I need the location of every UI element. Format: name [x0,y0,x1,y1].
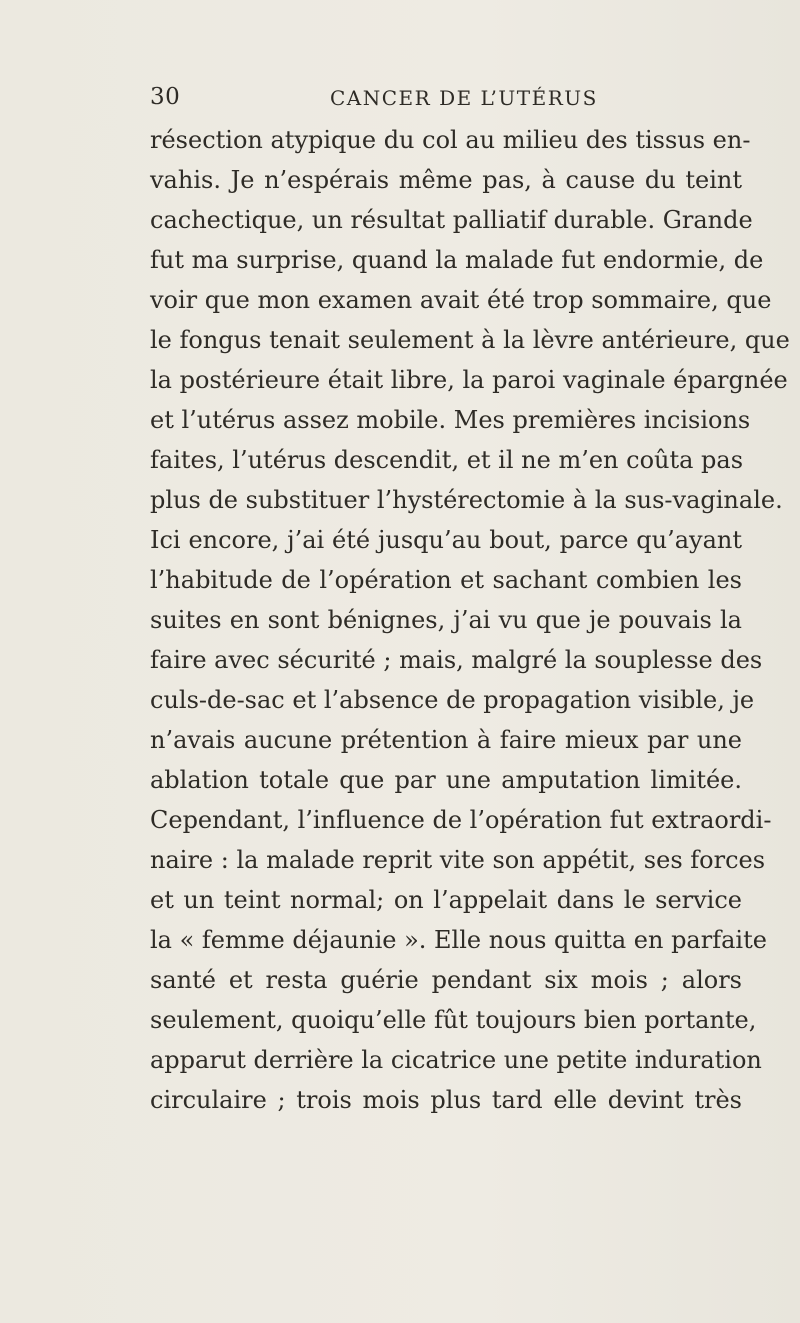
text-line: faites, l’utérus descendit, et il ne m’en coûta pas [150,446,744,474]
text-line: suites en sont bénignes, j’ai vu que je pouvais la [150,606,742,634]
text-line: cachectique, un résultat palliatif durable. Grande [150,206,753,234]
text-line: vahis. Je n’espérais même pas, à cause du teint [150,166,742,194]
text-line: et l’utérus assez mobile. Mes premières incisions [150,406,751,434]
text-line: Cependant, l’influence de l’opération fut extraordi- [150,806,772,834]
page-number: 30 [150,84,181,110]
text-line: la « femme déjaunie ». Elle nous quitta en parfaite [150,926,767,954]
text-line: voir que mon examen avait été trop sommaire, que [150,286,772,314]
text-line: seulement, quoiqu’elle fût toujours bien portante, [150,1006,757,1034]
text-line: naire : la malade reprit vite son appétit, ses forces [150,846,766,874]
text-line: fut ma surprise, quand la malade fut endormie, de [150,246,764,274]
page-header [150,84,750,114]
text-line: Ici encore, j’ai été jusqu’au bout, parce qu’ayant [150,526,742,554]
text-line: ablation totale que par une amputation limitée. [150,766,742,794]
text-line: et un teint normal; on l’appelait dans le service [150,886,742,914]
text-line: la postérieure était libre, la paroi vaginale épargnée [150,366,788,394]
text-line: n’avais aucune prétention à faire mieux par une [150,726,742,754]
text-line: circulaire ; trois mois plus tard elle devint très [150,1086,742,1114]
text-line: apparut derrière la cicatrice une petite induration [150,1046,762,1074]
text-line: plus de substituer l’hystérectomie à la sus-vaginale. [150,486,783,514]
text-line: culs-de-sac et l’absence de propagation visible, je [150,686,755,714]
text-line: l’habitude de l’opération et sachant combien les [150,566,742,594]
text-line: santé et resta guérie pendant six mois ; alors [150,966,742,994]
running-title: CANCER DE L’UTÉRUS [330,86,598,110]
text-line: résection atypique du col au milieu des tissus en- [150,126,751,154]
text-line: le fongus tenait seulement à la lèvre antérieure, que [150,326,790,354]
text-line: faire avec sécurité ; mais, malgré la souplesse des [150,646,763,674]
